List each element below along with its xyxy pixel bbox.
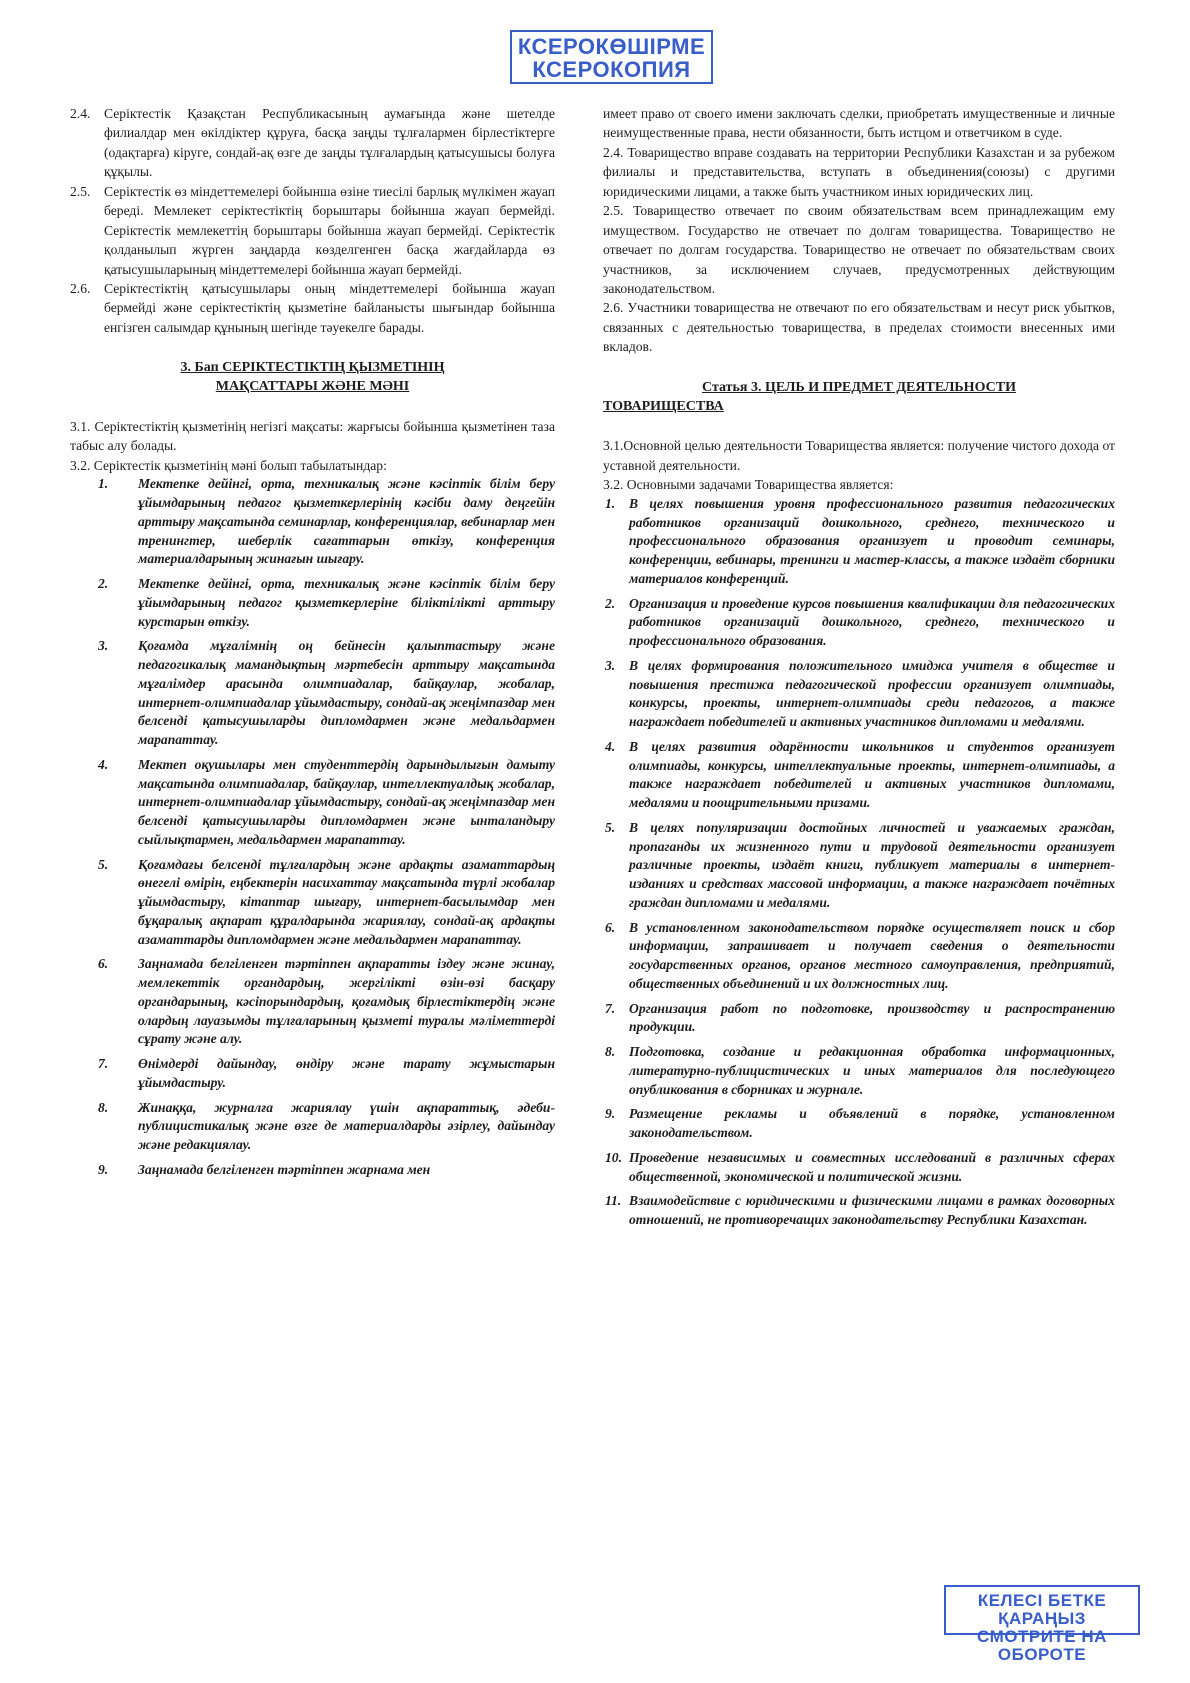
list-item (70, 1055, 555, 1093)
item-number: 3. (605, 657, 616, 673)
item-text: Заңнамада белгіленген тәртіппен ақпаратты іздеу және жинау, мемлекеттік органдардың, жергілікті өзін-өзі басқару органдарының, кәсіпорындардың, қоғамдық бірлестіктердің және олардың лауазымды тұлғаларының қызметі туралы мәліметтерді сұрату және алу. (138, 956, 555, 1047)
item-text: В целях повышения уровня профессионального развития педагогических работников организаций дошкольного, среднего, технического и профессионального образования организует и проводит семинары, конференции, вебинары, тренинги и мастер-классы, а также издаёт сборники материалов конференций. (629, 495, 1115, 586)
left-column-kazakh (70, 104, 555, 1186)
item-number: 4. (98, 756, 109, 772)
item-text: В целях развития одарённости школьников и студентов организует олимпиады, конкурсы, интеллектуальные проекты, интернет-олимпиады, а также награждает победителей и активных участников дипломами, медалями и поощрительными призами. (629, 738, 1115, 811)
item-text: Организация и проведение курсов повышения квалификации для педагогических работников организаций дошкольного, среднего, технического и профессионального образования. (629, 595, 1115, 649)
item-number: 8. (98, 1099, 109, 1115)
item-number: 1. (98, 476, 109, 492)
activities-list-kz (70, 475, 555, 1179)
item-number: 8. (605, 1044, 616, 1060)
list-item (603, 657, 1115, 732)
clause-2-5-ru: 2.5. Товарищество отвечает по своим обязательствам всем принадлежащим ему имуществом. Государство не отвечает по долгам товарищества. Товарищество не отвечает по долгам государства. Товарищество не отвечает по обязательствам своих участников, за исключением случаев, предусмотренных действующим законодательством. (603, 203, 1115, 296)
clause-3-2-ru: 3.2. Основными задачами Товарищества является: (603, 477, 894, 493)
item-text: Размещение рекламы и объявлений в порядке, установленном законодательством. (629, 1106, 1115, 1141)
stamp-line-kz: КСЕРОКӨШІРМЕ (517, 34, 706, 59)
clause-3-1-ru: 3.1.Основной целью деятельности Товарищества является: получение чистого дохода от уставной деятельности. (603, 438, 1116, 473)
stamp-line-ru: СМОТРИТЕ НА ОБОРОТЕ (977, 1626, 1107, 1664)
item-number: 5. (98, 856, 109, 872)
item-number: 4. (605, 738, 616, 754)
item-text: Жинаққа, журналға жариялау үшін ақпараттық, әдеби-публицистикалық және өзге де материалдарды әзірлеу, дайындау және редакциялау. (138, 1099, 555, 1153)
item-text: В установленном законодательством порядке осуществляет поиск и сбор информации, запрашивает и получает сведения о деятельности государственных органов, органов местного самоуправления, предприятий, общественных объединений и их должностных лиц. (629, 919, 1115, 991)
item-text: В целях формирования положительного имиджа учителя в обществе и повышения престижа педагогической профессии организует олимпиады, конкурсы, проекты, интернет-олимпиады среди педагогов, а также награждает победителей и активных участников дипломами и медалями. (629, 657, 1115, 730)
clause-text: Серіктестік өз міндеттемелері бойынша өзіне тиесілі барлық мүлкімен жауап береді. Мемлекет серіктестіктің борыштары бойынша жауап бермейді. Серіктестік мемлекеттің борыштары бойынша жауап бермейді. Серіктестік қолданылып жүрген заңдарда көзделгенген басқа жағдайларда өз қатысушыларының міндеттемелері бойынша жауап бермейді. (104, 183, 555, 277)
list-item (603, 919, 1115, 994)
list-item (603, 1000, 1115, 1038)
right-column-russian (603, 104, 1115, 1236)
list-item (603, 495, 1115, 589)
item-text: Подготовка, создание и редакционная обработка информационных, литературно-публицистических и иных материалов для последующего опубликования в сборниках и журнале. (629, 1044, 1115, 1097)
see-reverse-stamp (944, 1585, 1140, 1664)
item-text: Проведение независимых и совместных исследований в различных сферах общественной, экономической и политической жизни. (629, 1149, 1115, 1184)
list-item (70, 955, 555, 1049)
item-text: Мектеп оқушылары мен студенттердің дарындылығын дамыту мақсатында олимпиадалар, байқаулар, интеллектуалдық жобалар, интернет-олимпиадалар ұйымдастыру, сондай-ақ жеңімпаздар мен белсенді қатысушыларды дипломдармен және ынталандыру сыйлықтармен, медальдармен марапаттау. (138, 756, 555, 847)
item-text: Қоғамдағы белсенді тұлғалардың және ардақты азаматтардың өнегелі өмірін, еңбектерін насихаттау мақсатында түрлі жобалар ұйымдастыру, кітаптар шығару, интернет-басылымдар мен бұқаралық ақпарат құралдарында жариялау, сондай-ақ ардақты азаматтарды дипломдармен және медальдармен марапаттау. (138, 856, 555, 947)
item-number: 2. (98, 576, 109, 592)
list-item (603, 1105, 1115, 1143)
list-item (70, 637, 555, 750)
heading-line: ТОВАРИЩЕСТВА (603, 398, 724, 414)
list-item (603, 819, 1115, 913)
item-number: 3. (98, 638, 109, 654)
list-item (603, 1043, 1115, 1099)
clause-3-2-kz: 3.2. Серіктестік қызметінің мәні болып табылатындар: (70, 457, 387, 473)
heading-line: МАҚСАТТАРЫ ЖӘНЕ МӘНІ (215, 379, 410, 395)
clause-text: Серіктестік Қазақстан Республикасының аумағында және шетелде филиалдар мен өкілдіктер құруға, басқа заңды тұлғалармен бірлестіктерге (одақтарға) кіруге, сондай-ақ өзге де заңды тұлғалардың қатысушысы болуға құқылы. (104, 106, 555, 180)
list-item (70, 1161, 555, 1180)
heading-line: Статья 3. ЦЕЛЬ И ПРЕДМЕТ ДЕЯТЕЛЬНОСТИ (702, 379, 1016, 395)
item-text: Заңнамада белгіленген тәртіппен жарнама мен (138, 1161, 431, 1177)
clause-number: 2.5. (70, 183, 91, 199)
heading-line: 3. Бап СЕРІКТЕСТІКТІҢ ҚЫЗМЕТІНІҢ (180, 360, 445, 376)
list-item (603, 1192, 1115, 1230)
item-text: В целях популяризации достойных личностей и уважаемых граждан, пропаганды их жизненного пути и трудовой деятельности организует различные проекты, издаёт книги, публикует материалы в интернет-изданиях и средствах массовой информации, а также награждает почётных граждан дипломами и медалями. (629, 819, 1115, 910)
item-number: 9. (605, 1106, 616, 1122)
clause-2-3-continued-ru: имеет право от своего имени заключать сделки, приобретать имущественные и личные неимущественные права, нести обязанности, быть истцом и ответчиком в суде. (603, 106, 1115, 141)
clause-2-5-kz (70, 182, 555, 279)
list-item (70, 1099, 555, 1155)
item-number: 1. (605, 495, 616, 511)
item-text: Организация работ по подготовке, производству и распространению продукции. (629, 1000, 1115, 1035)
list-item (603, 738, 1115, 813)
item-number: 6. (605, 919, 616, 935)
activities-list-ru (603, 495, 1115, 1230)
copy-stamp (510, 30, 713, 84)
clause-number: 2.6. (70, 280, 91, 296)
item-number: 6. (98, 956, 109, 972)
item-number: 10. (605, 1149, 622, 1165)
item-number: 9. (98, 1161, 109, 1177)
clause-2-4-kz (70, 104, 555, 182)
clause-2-6-kz (70, 279, 555, 337)
item-text: Взаимодействие с юридическими и физическими лицами в рамках договорных отношений, не противоречащих законодательству Республики Казахстан. (629, 1193, 1115, 1228)
item-number: 11. (605, 1193, 622, 1209)
item-number: 7. (605, 1000, 616, 1016)
clause-number: 2.4. (70, 106, 91, 121)
clause-2-4-ru: 2.4. Товарищество вправе создавать на территории Республики Казахстан и за рубежом филиалы и представительства, вступать в объединения(союзы) с другими юридическими лицами, а также быть участником иных юридических лиц. (603, 144, 1115, 199)
stamp-line-kz: КЕЛЕСІ БЕТКЕ ҚАРАҢЫЗ (977, 1591, 1107, 1628)
clause-text: Серіктестіктің қатысушылары оның міндеттемелері бойынша жауап бермейді және серіктестіктің қызметіне байланысты шығындар бойынша енгізген салымдар құнының шегінде тәуекелге барады. (104, 280, 555, 335)
item-text: Мектепке дейінгі, орта, техникалық және кәсіптік білім беру ұйымдарының педагог қызметкерлеріне біліктілікті арттыру курстарын өткізу. (138, 576, 555, 629)
item-text: Мектепке дейінгі, орта, техникалық және кәсіптік білім беру ұйымдарының педагог қызметкерлерінің кәсіби даму деңгейін арттыру мақсатында семинарлар, конференциялар, вебинарлар мен тренингтер, шеберлік сағаттарын өткізу, конференция материалдарының жинағын шығару. (138, 476, 555, 567)
list-item (603, 1149, 1115, 1187)
list-item (70, 756, 555, 850)
article-3-heading-kz (70, 359, 555, 397)
stamp-line-ru: КСЕРОКОПИЯ (532, 57, 691, 83)
item-text: Өнімдерді дайындау, өндіру және тарату жұмыстарын ұйымдастыру. (138, 1056, 555, 1090)
list-item (70, 575, 555, 631)
item-number: 7. (98, 1056, 109, 1072)
clause-3-1-kz: 3.1. Серіктестіктің қызметінің негізгі мақсаты: жарғысы бойынша қызметінен таза табыс алу болады. (70, 419, 555, 454)
list-item (603, 595, 1115, 651)
item-number: 2. (605, 595, 616, 611)
article-3-heading-ru (603, 379, 1115, 417)
list-item (70, 475, 555, 569)
item-text: Қоғамда мұғалімнің оң бейнесін қалыптастыру және педагогикалық мамандықтың мәртебесін арттыру мақсатында мұғалімдер арасында олимпиадалар, байқаулар, жобалар, интернет-олимпиадалар ұйымдастыру, сондай-ақ жеңімпаздар мен белсенді қатысушыларды дипломдармен және медальдармен марапаттау. (138, 638, 555, 748)
clause-2-6-ru: 2.6. Участники товарищества не отвечают по его обязательствам и несут риск убытков, связанных с деятельностью товарищества, в пределах стоимости внесенных ими вкладов. (603, 300, 1115, 355)
list-item (70, 856, 555, 950)
item-number: 5. (605, 819, 616, 835)
